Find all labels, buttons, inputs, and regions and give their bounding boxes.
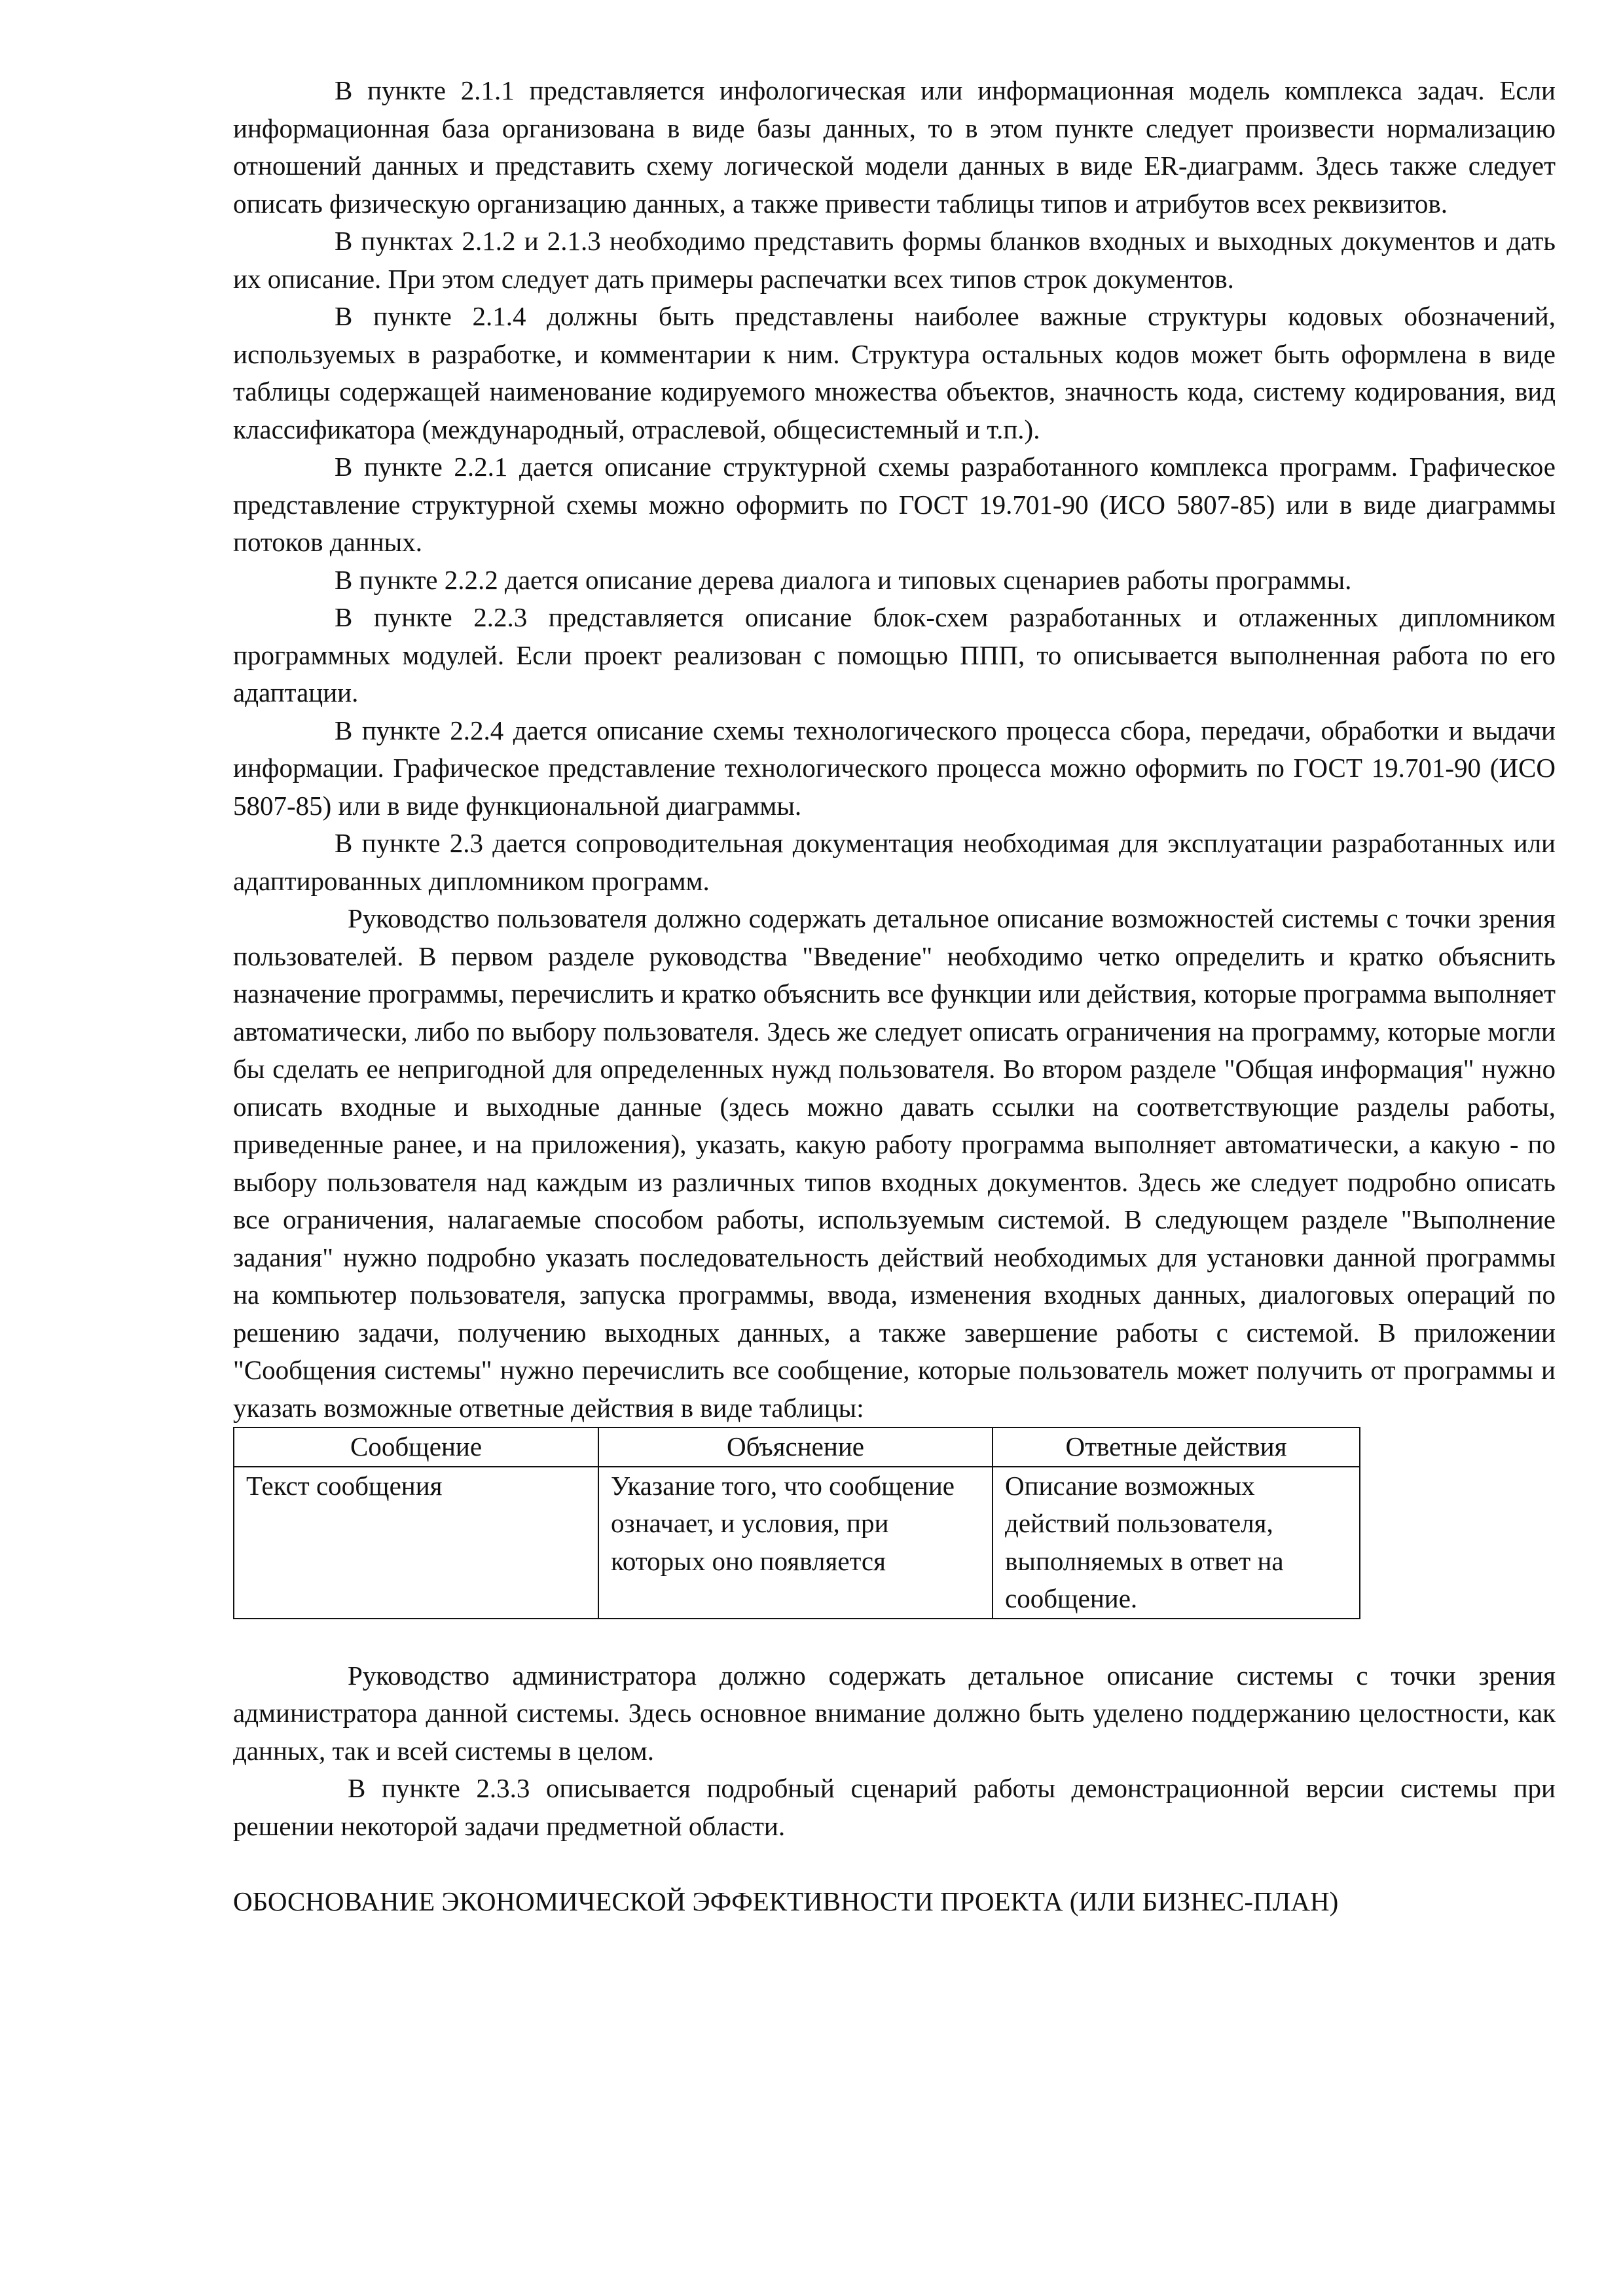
paragraph-2-2-1: В пункте 2.2.1 дается описание структурной схемы разработанного комплекса программ. Графическое представление структурной схемы можно оформить по ГОСТ 19.701-90 (ИСО 5807-85) или в виде диаграммы потоков данных. bbox=[233, 452, 1556, 557]
paragraph-2-3: В пункте 2.3 дается сопроводительная документация необходимая для эксплуатации разработанных или адаптированных дипломником программ. bbox=[233, 828, 1556, 896]
paragraph-user-guide: Руководство пользователя должно содержать детальное описание возможностей системы с точки зрения пользователей. В первом разделе руководства "Введение" необходимо четко определить и кратко объяснить назначение программы, перечислить и кратко объяснить все функции или действия, которые программа выполняет автоматически, либо по выбору пользователя. Здесь же следует описать ограничения на программу, которые могли бы сделать ее непригодной для определенных нужд пользователя. Во втором разделе "Общая информация" нужно описать входные и выходные данные (здесь можно давать ссылки на соответствующие разделы работы, приведенные ранее, и на приложения), указать, какую работу программа выполняет автоматически, а какую - по выбору пользователя над каждым из различных типов входных документов. Здесь же следует подробно описать все ограничения, налагаемые способом работы, используемым системой. В следующем разделе "Выполнение задания" нужно подробно указать последовательность действий необходимых для установки данной программы на компьютер пользователя, запуска программы, ввода, изменения входных данных, диалоговых операций по решению задачи, получению выходных данных, а также завершение работы с системой. В приложении "Сообщения системы" нужно перечислить все сообщение, которые пользователь может получить от программы и указать возможные ответные действия в виде таблицы: bbox=[233, 903, 1556, 1423]
paragraph-2-1-4: В пункте 2.1.4 должны быть представлены наиболее важные структуры кодовых обозначений, используемых в разработке, и комментарии к ним. Структура остальных кодов может быть оформлена в виде таблицы содержащей наименование кодируемого множества объектов, значность кода, систему кодирования, вид классификатора (международный, отраслевой, общесистемный и т.п.). bbox=[233, 301, 1556, 444]
paragraph-2-3-3: В пункте 2.3.3 описывается подробный сценарий работы демонстрационной версии системы при решении некоторой задачи предметной области. bbox=[233, 1773, 1556, 1841]
table-header-message: Сообщение bbox=[234, 1427, 598, 1467]
document-page bbox=[233, 72, 1556, 1921]
paragraph-2-2-4: В пункте 2.2.4 дается описание схемы технологического процесса сбора, передачи, обработки и выдачи информации. Графическое представление технологического процесса можно оформить по ГОСТ 19.701-90 (ИСО 5807-85) или в виде функциональной диаграммы. bbox=[233, 715, 1556, 821]
table-header-explanation: Объяснение bbox=[598, 1427, 993, 1467]
paragraph-2-2-3: В пункте 2.2.3 представляется описание блок-схем разработанных и отлаженных дипломником программных модулей. Если проект реализован с помощью ППП, то описывается выполненная работа по его адаптации. bbox=[233, 602, 1556, 708]
messages-table bbox=[233, 1427, 1360, 1619]
table-header-row bbox=[234, 1427, 1360, 1467]
section-heading: ОБОСНОВАНИЕ ЭКОНОМИЧЕСКОЙ ЭФФЕКТИВНОСТИ ПРОЕКТА (ИЛИ БИЗНЕС-ПЛАН) bbox=[233, 1886, 1339, 1916]
paragraph-2-1-1: В пункте 2.1.1 представляется инфологическая или информационная модель комплекса задач. Если информационная база организована в виде базы данных, то в этом пункте следует произвести нормализацию отношений данных и представить схему логической модели данных в виде ER-диаграмм. Здесь также следует описать физическую организацию данных, а также привести таблицы типов и атрибутов всех реквизитов. bbox=[233, 75, 1556, 219]
table-cell-explanation: Указание того, что сообщение означает, и условия, при которых оно появляется bbox=[598, 1467, 993, 1619]
paragraph-2-2-2: В пункте 2.2.2 дается описание дерева диалога и типовых сценариев работы программы. bbox=[335, 564, 1352, 595]
paragraph-admin-guide: Руководство администратора должно содержать детальное описание системы с точки зрения администратора данной системы. Здесь основное внимание должно быть уделено поддержанию целостности, как данных, так и всей системы в целом. bbox=[233, 1660, 1556, 1766]
table-cell-message: Текст сообщения bbox=[234, 1467, 598, 1619]
table-cell-response: Описание возможных действий пользователя, выполняемых в ответ на сообщение. bbox=[993, 1467, 1360, 1619]
paragraph-2-1-2-3: В пунктах 2.1.2 и 2.1.3 необходимо представить формы бланков входных и выходных документов и дать их описание. При этом следует дать примеры распечатки всех типов строк документов. bbox=[233, 226, 1556, 294]
table-header-response: Ответные действия bbox=[993, 1427, 1360, 1467]
table-row bbox=[234, 1467, 1360, 1619]
